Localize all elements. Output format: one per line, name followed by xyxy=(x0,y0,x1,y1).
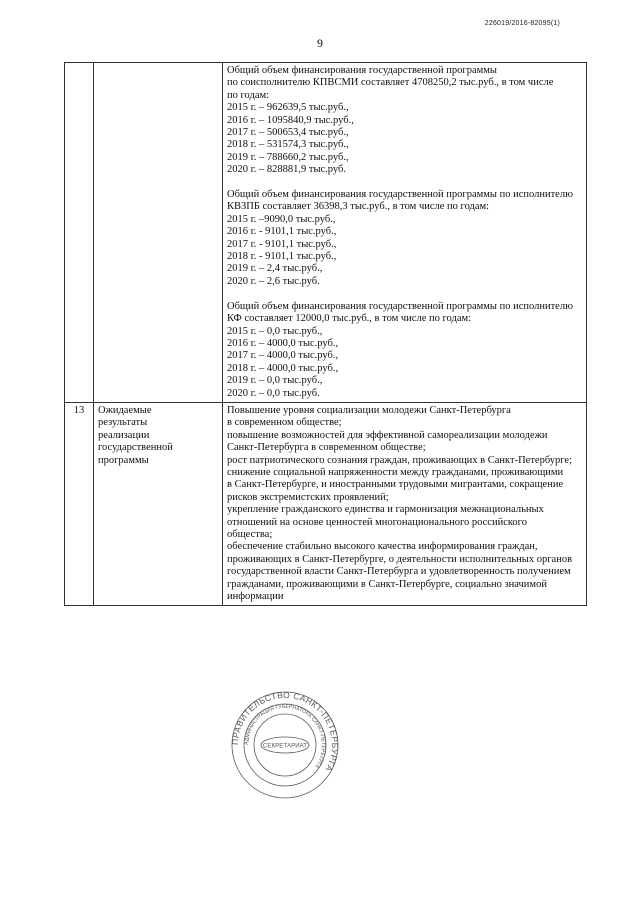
label-line: Ожидаемые xyxy=(98,404,152,416)
text-line: 2020 г. – 2,6 тыс.руб. xyxy=(227,275,320,287)
text-line: по годам: xyxy=(227,89,270,101)
text-line: Общий объем финансирования государственной программы по исполнителю xyxy=(227,189,573,201)
text-line: 2017 г. – 500653,4 тыс.руб., xyxy=(227,127,349,139)
program-passport-table xyxy=(64,62,587,606)
text-line: гражданами, проживающими в Санкт-Петербурге, социально значимой xyxy=(227,578,547,590)
text-line: 2018 г. – 4000,0 тыс.руб., xyxy=(227,362,339,374)
text-line: Общий объем финансирования государственной программы по исполнителю xyxy=(227,300,573,312)
text-line: по соисполнителю КПВСМИ составляет 4708250,2 тыс.руб., в том числе xyxy=(227,77,554,89)
text-line: рисков экстремистских проявлений; xyxy=(227,491,389,503)
text-line: КФ составляет 12000,0 тыс.руб., в том числе по годам: xyxy=(227,313,472,325)
text-line: 2018 г. - 9101,1 тыс.руб., xyxy=(227,251,337,263)
text-line: повышение возможностей для эффективной самореализации молодежи xyxy=(227,429,548,441)
label-line: государственной xyxy=(98,442,173,454)
funding-block-kpvsmi xyxy=(227,65,582,177)
text-line: информации xyxy=(227,591,284,603)
row-label-cell xyxy=(94,63,223,403)
row-number-cell xyxy=(65,63,94,403)
text-line: 2016 г. – 1095840,9 тыс.руб., xyxy=(227,114,354,126)
text-line: Повышение уровня социализации молодежи Санкт-Петербурга xyxy=(227,404,511,416)
text-line: в современном обществе; xyxy=(227,417,342,429)
text-line: общества; xyxy=(227,529,273,540)
funding-block-kf xyxy=(227,301,582,400)
document-id: 226019/2016-82095(1) xyxy=(484,20,560,27)
label-line: реализации xyxy=(98,429,150,441)
text-line: 2015 г. – 0,0 тыс.руб., xyxy=(227,325,323,337)
expected-results-cell xyxy=(223,402,587,606)
text-line: 2017 г. - 9101,1 тыс.руб., xyxy=(227,238,337,250)
text-line: 2016 г. – 4000,0 тыс.руб., xyxy=(227,337,339,349)
text-line: 2019 г. – 2,4 тыс.руб., xyxy=(227,263,323,275)
table-row-funding xyxy=(65,63,587,403)
text-line: в Санкт-Петербурге, и иностранными трудовыми мигрантами, сокращение xyxy=(227,479,564,491)
text-line: снижение социальной напряженности между гражданами, проживающими xyxy=(227,466,564,478)
text-line: 2018 г. – 531574,3 тыс.руб., xyxy=(227,139,349,151)
text-line: 2020 г. – 828881,9 тыс.руб. xyxy=(227,164,346,176)
text-line: КВЗПБ составляет 36398,3 тыс.руб., в том числе по годам: xyxy=(227,201,490,213)
official-stamp xyxy=(230,690,340,800)
funding-content-cell xyxy=(223,63,587,403)
row-label-cell xyxy=(94,402,223,606)
stamp-center-text: СЕКРЕТАРИАТ xyxy=(262,742,308,750)
stamp-outer-text: ПРАВИТЕЛЬСТВО САНКТ-ПЕТЕРБУРГА xyxy=(230,690,340,774)
text-line: отношений на основе ценностей многонационального российского xyxy=(227,516,527,528)
page-number: 9 xyxy=(317,36,323,50)
text-line: Санкт-Петербурга в современном обществе; xyxy=(227,442,426,454)
label-line: программы xyxy=(98,454,149,466)
text-line: 2015 г. – 962639,5 тыс.руб., xyxy=(227,102,349,114)
stamp-inner-text: АДМИНИСТРАЦИЯ ГУБЕРНАТОРА САНКТ-ПЕТЕРБУРГА xyxy=(243,703,327,769)
text-line: 2019 г. – 788660,2 тыс.руб., xyxy=(227,151,349,163)
text-line: укрепление гражданского единства и гармонизация межнациональных xyxy=(227,504,544,516)
text-line: государственной власти Санкт-Петербурга и удовлетворенность получением xyxy=(227,566,571,578)
text-line: обеспечение стабильно высокого качества информирования граждан, xyxy=(227,541,538,553)
text-line: Общий объем финансирования государственной программы xyxy=(227,65,497,76)
table-row-expected-results xyxy=(65,402,587,606)
label-line: результаты xyxy=(98,417,148,429)
text-line: 2016 г. - 9101,1 тыс.руб., xyxy=(227,226,337,238)
row-number-cell: 13 xyxy=(65,402,94,606)
text-line: 2020 г. – 0,0 тыс.руб. xyxy=(227,387,320,399)
text-line: 2015 г. –9090,0 тыс.руб., xyxy=(227,213,336,225)
text-line: проживающих в Санкт-Петербурге, о деятельности исполнительных органов xyxy=(227,553,573,565)
funding-block-kvzpb xyxy=(227,189,582,288)
text-line: 2017 г. – 4000,0 тыс.руб., xyxy=(227,350,339,362)
text-line: рост патриотического сознания граждан, проживающих в Санкт-Петербурге; xyxy=(227,454,573,466)
text-line: 2019 г. – 0,0 тыс.руб., xyxy=(227,375,323,387)
